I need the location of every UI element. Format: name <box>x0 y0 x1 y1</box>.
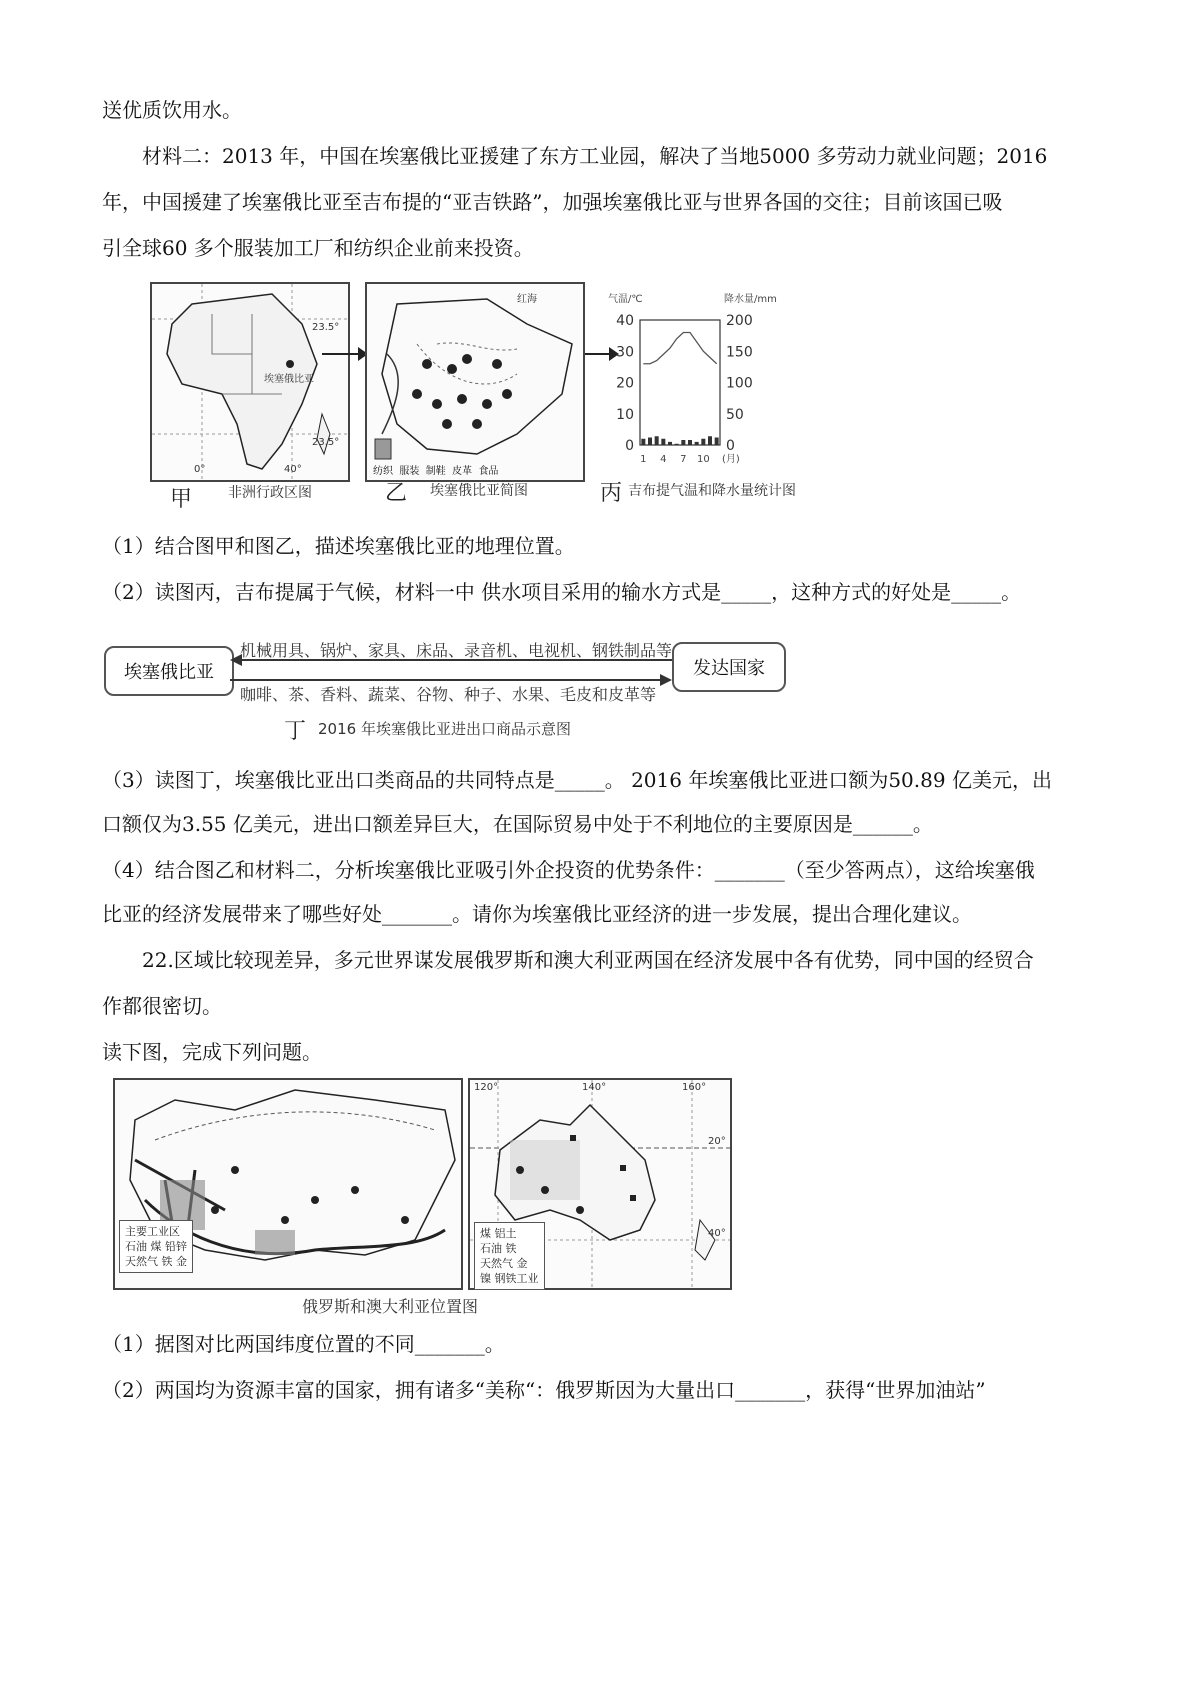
legend-item: 石油 煤 铅锌 <box>125 1240 187 1253</box>
aus-lat-20: 20° <box>708 1136 726 1147</box>
ethiopia-map-legend <box>373 462 498 477</box>
legend-item: 制鞋 <box>425 466 446 477</box>
question-2: （2）读图丙，吉布提属于气候，材料一中 供水项目采用的输水方式是_____，这种方式的好处是_____。 <box>102 580 1022 604</box>
paragraph-intro: 送优质饮用水。 <box>102 98 242 122</box>
russia-map-legend <box>119 1220 193 1273</box>
figure-ding-label: 丁 <box>284 719 307 744</box>
figure-bing-label: 丙 <box>600 481 623 506</box>
africa-lat-south: 23.5° <box>312 437 340 448</box>
legend-item: 纺织 <box>373 466 393 477</box>
climate-chart <box>600 290 800 480</box>
arrow-right-icon <box>322 344 368 364</box>
ethiopia-map-red-sea-label: 红海 <box>517 294 537 305</box>
precip-tick-label: 50 <box>726 406 744 423</box>
question-4-line2: 比亚的经济发展带来了哪些好处_______。请你为埃塞俄比亚经济的进一步发展，提出合理化建议。 <box>102 902 972 926</box>
legend-item: 皮革 <box>452 466 473 477</box>
question-4-line1: （4）结合图乙和材料二，分析埃塞俄比亚吸引外企投资的优势条件：_______（至少答两点），这给埃塞俄 <box>102 858 1035 882</box>
plot-frame <box>640 320 720 445</box>
legend-item: 食品 <box>478 466 499 477</box>
temp-tick-label: 40 <box>616 313 634 329</box>
aus-lon-160: 160° <box>682 1082 707 1093</box>
export-arrow-head-icon <box>660 674 672 686</box>
aus-lon-140: 140° <box>582 1082 607 1093</box>
precip-bar <box>655 436 659 445</box>
aus-lat-40: 40° <box>708 1228 726 1239</box>
legend-item: 服装 <box>399 466 420 477</box>
precip-tick-label: 0 <box>726 438 735 454</box>
precip-bar <box>688 440 692 445</box>
question-22-line1: 22.区域比较现差异，多元世界谋发展俄罗斯和澳大利亚两国在经济发展中各有优势，同中国的经贸合 <box>142 948 1034 972</box>
legend-item: 天然气 金 <box>480 1257 528 1270</box>
question-3-line2: 口额仅为3.55 亿美元，进出口额差异巨大，在国际贸易中处于不利地位的主要原因是______。 <box>102 812 933 836</box>
figure-bottom-caption: 俄罗斯和澳大利亚位置图 <box>302 1297 479 1316</box>
question-22-line2: 作都很密切。 <box>102 994 222 1018</box>
precip-bar <box>641 439 645 445</box>
precip-bar <box>661 439 665 445</box>
precip-bar <box>701 439 705 445</box>
question-22-1: （1）据图对比两国纬度位置的不同_______。 <box>102 1332 505 1356</box>
figure-yi-caption: 埃塞俄比亚简图 <box>430 483 528 499</box>
ethiopia-map-figure <box>365 282 585 482</box>
precip-bar <box>648 438 652 446</box>
africa-map-outline <box>152 284 348 480</box>
legend-item: 石油 铁 <box>480 1242 517 1255</box>
legend-item: 煤 铝土 <box>480 1227 517 1240</box>
russia-map-figure <box>113 1078 463 1290</box>
question-22-2: （2）两国均为资源丰富的国家，拥有诸多“美称“：俄罗斯因为大量出口_______，获得“世界加油站” <box>102 1378 986 1402</box>
paragraph-material2-line1: 材料二：2013 年，中国在埃塞俄比亚援建了东方工业园，解决了当地5000 多劳动力就业问题；2016 <box>142 144 1048 168</box>
figure-bing-caption: 吉布提气温和降水量统计图 <box>628 483 796 499</box>
precip-bar <box>681 440 685 445</box>
temp-tick-label: 30 <box>616 344 634 361</box>
ethiopia-box: 埃塞俄比亚 <box>104 646 234 696</box>
africa-map-figure <box>150 282 350 482</box>
import-goods: 机械用具、锅炉、家具、床品、录音机、电视机、钢铁制品等 <box>240 641 673 660</box>
climate-chart-svg <box>600 290 800 480</box>
africa-lat-north: 23.5° <box>312 322 340 333</box>
temp-axis-label: 气温/℃ <box>608 294 643 305</box>
precip-tick-label: 150 <box>726 344 753 361</box>
africa-lon-40: 40° <box>284 464 302 475</box>
precip-bar <box>675 444 679 445</box>
paragraph-material2-line3: 引全球60 多个服装加工厂和纺织企业前来投资。 <box>102 236 534 260</box>
temp-tick-label: 10 <box>616 406 634 423</box>
figure-jia-caption: 非洲行政区图 <box>228 485 312 501</box>
australia-map-legend <box>474 1222 545 1290</box>
temp-tick-label: 20 <box>616 375 634 392</box>
export-goods: 咖啡、茶、香料、蔬菜、谷物、种子、水果、毛皮和皮革等 <box>240 685 657 704</box>
precip-bar <box>695 442 699 445</box>
precip-bar <box>668 442 672 445</box>
precip-axis-label: 降水量/mm <box>724 294 777 305</box>
precip-tick-label: 200 <box>726 313 753 329</box>
month-tick-label: 10 <box>696 454 710 465</box>
aus-lon-120: 120° <box>474 1082 499 1093</box>
question-3-line1: （3）读图丁，埃塞俄比亚出口类商品的共同特点是_____。 2016 年埃塞俄比亚进口额为50.89 亿美元，出 <box>102 768 1052 792</box>
figure-jia-label: 甲 <box>170 487 193 512</box>
legend-item: 主要工业区 <box>125 1225 180 1238</box>
month-tick-label: 7 <box>680 454 687 465</box>
australia-map-figure <box>468 1078 732 1290</box>
month-tick-label: 1 <box>640 454 647 465</box>
precip-tick-label: 100 <box>726 375 753 392</box>
month-unit-label: (月) <box>722 454 740 465</box>
precip-bar <box>715 438 719 446</box>
legend-item: 天然气 铁 金 <box>125 1255 187 1268</box>
figure-ding-caption: 2016 年埃塞俄比亚进出口商品示意图 <box>318 720 571 738</box>
temperature-series-line <box>643 333 716 364</box>
month-tick-label: 4 <box>660 454 667 465</box>
temp-tick-label: 0 <box>625 438 634 454</box>
legend-item: 镍 钢铁工业 <box>480 1272 539 1285</box>
africa-lon-0: 0° <box>194 464 206 475</box>
precip-bar <box>708 436 712 445</box>
developed-countries-box: 发达国家 <box>672 642 786 692</box>
paragraph-material2-line2: 年，中国援建了埃塞俄比亚至吉布提的“亚吉铁路”，加强埃塞俄比亚与世界各国的交往；目前该国已吸 <box>102 190 1003 214</box>
figure-yi-label: 乙 <box>385 481 408 506</box>
ethiopia-map-outline <box>367 284 583 480</box>
question-22-instruction: 读下图，完成下列问题。 <box>102 1040 322 1064</box>
africa-ethiopia-label: 埃塞俄比亚 <box>264 374 314 385</box>
question-1: （1）结合图甲和图乙，描述埃塞俄比亚的地理位置。 <box>102 534 575 558</box>
